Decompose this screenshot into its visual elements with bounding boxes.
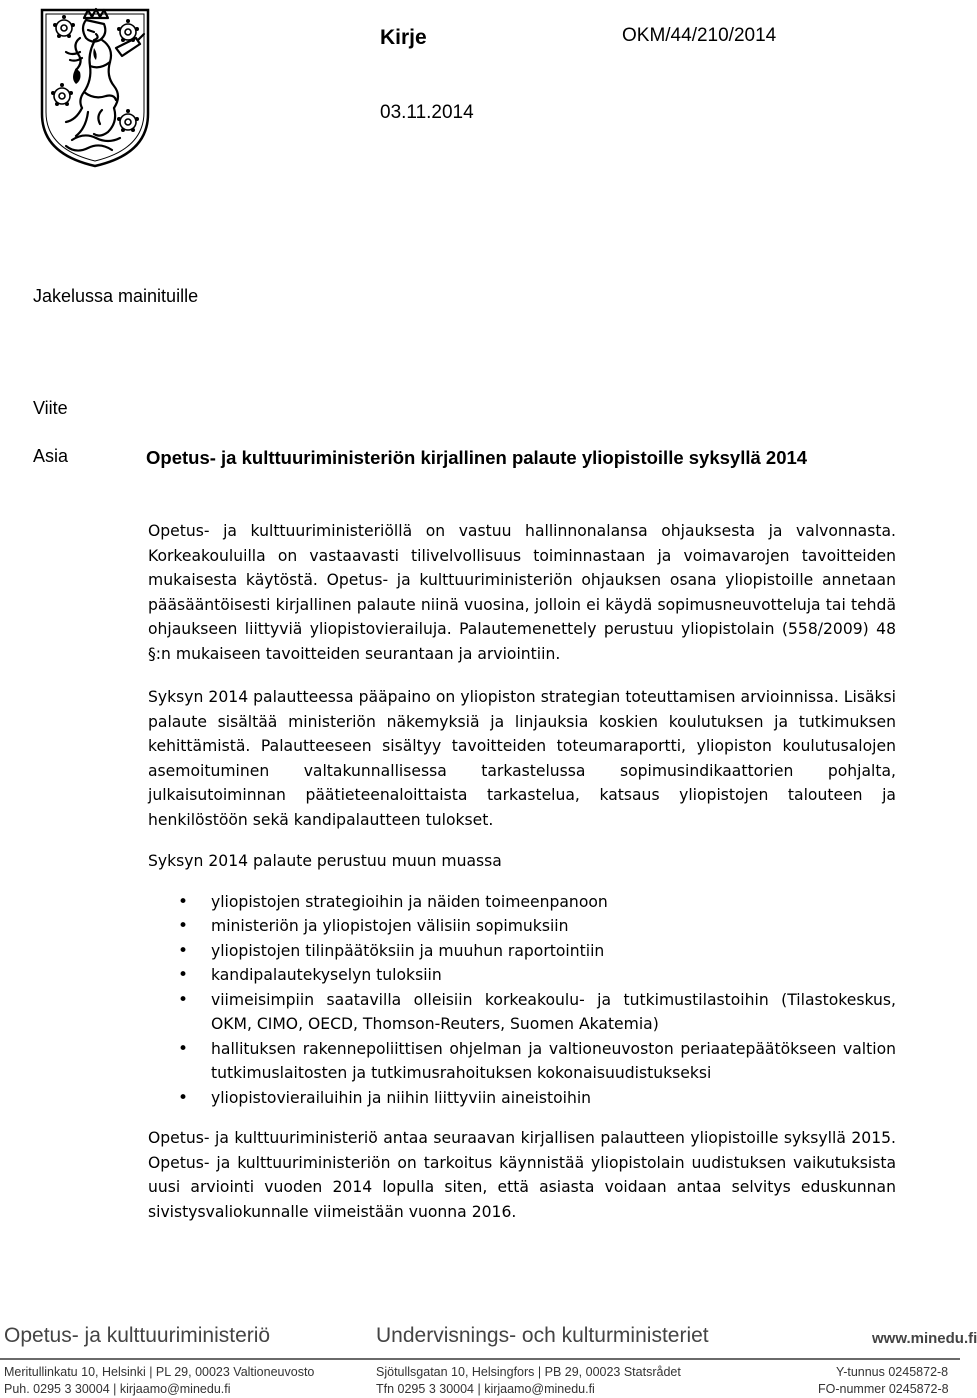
reference-label: Viite (33, 398, 68, 418)
contact-sv: Tfn 0295 3 30004 | kirjaamo@minedu.fi (376, 1382, 595, 1396)
contact-fi: Puh. 0295 3 30004 | kirjaamo@minedu.fi (4, 1382, 231, 1396)
list-item: • viimeisimpiin saatavilla olleisiin korkeakoulu- ja tutkimustilastoihin (Tilastokeskus, OKM, CIMO, OECD, Thomson-Reuters, Suomen Akatemia) (148, 988, 896, 1037)
ministry-name-fi: Opetus- ja kulttuuriministeriö (4, 1324, 271, 1347)
list-item: • yliopistovierailuihin ja niihin liittyviin aineistoihin (148, 1086, 896, 1111)
reference-number: OKM/44/210/2014 (622, 25, 777, 46)
list-item: • yliopistojen tilinpäätöksiin ja muuhun raportointiin (148, 939, 896, 964)
paragraph-4: Opetus- ja kulttuuriministeriö antaa seuraavan kirjallisen palautteen yliopistoille syksyllä 2015. Opetus- ja kulttuuriministeriön on tarkoitus käynnistää yliopistolain uudistuksen vaikutuksista uusi arviointi vuoden 2014 lopulla siten, että asiasta voidaan antaa selvitys eduskunnan sivistysvaliokunnalle viimeistään vuonna 2016. (148, 1129, 896, 1221)
coat-of-arms-logo (36, 4, 154, 170)
website-link[interactable]: www.minedu.fi (872, 1330, 977, 1347)
address-fi: Meritullinkatu 10, Helsinki | PL 29, 00023 Valtioneuvosto (4, 1365, 315, 1379)
subject-heading: Opetus- ja kulttuuriministeriön kirjallinen palaute yliopistoille syksyllä 2014 (146, 447, 808, 468)
document-type: Kirje (380, 26, 427, 49)
recipient: Jakelussa mainituille (33, 286, 199, 306)
list-item: • yliopistojen strategioihin ja näiden toimeenpanoon (148, 890, 896, 915)
document-date: 03.11.2014 (380, 102, 474, 123)
org-number: FO-nummer 0245872-8 (818, 1382, 949, 1396)
address-sv: Sjötullsgatan 10, Helsingfors | PB 29, 00023 Statsrådet (376, 1365, 681, 1379)
letter-footer (0, 1318, 977, 1398)
list-item: • kandipalautekyselyn tuloksiin (148, 963, 896, 988)
paragraph-3: Syksyn 2014 palaute perustuu muun muassa (148, 852, 502, 870)
ministry-name-sv: Undervisnings- och kulturministeriet (376, 1324, 709, 1347)
footer-divider (0, 1358, 960, 1360)
list-item: • hallituksen rakennepoliittisen ohjelman ja valtioneuvoston periaatepäätökseen valtion tutkimuslaitosten ja tutkimusrahoituksen kokonaisuudistukseksi (148, 1037, 896, 1086)
business-id: Y-tunnus 0245872-8 (836, 1365, 949, 1379)
subject-label: Asia (33, 446, 69, 466)
letter-body (148, 519, 896, 1224)
paragraph-2: Syksyn 2014 palautteessa pääpaino on yliopiston strategian toteuttamisen arvioinnissa. Lisäksi palaute sisältää ministeriön näkemyksiä ja linjauksia koskien koulutuksen ja tutkimuksen kehittämistä. Palautteeseen sisältyy tavoitteiden toteumaraportti, yliopiston koulutusalojen asemoituminen valtakunnallisessa tarkastelussa sopimusindikaattorien pohjalta, julkaisutoiminnan päätieteenaloittaista tarkastelua, katsaus yliopistojen talouteen ja henkilöstöön sekä kandipalautteen tulokset. (148, 688, 896, 829)
bullet-list (148, 890, 896, 1111)
paragraph-1: Opetus- ja kulttuuriministeriöllä on vastuu hallinnonalansa ohjauksesta ja valvonnasta. Korkeakouluilla on vastaavasti tilivelvollisuus toiminnastaan ja voimavarojen tavoitteiden mukaisesta käytöstä. Opetus- ja kulttuuriministeriön ohjauksen osana yliopistoille annetaan pääsääntöisesti kirjallinen palaute niinä vuosina, jolloin ei käydä sopimusneuvotteluja tai tehdä ohjaukseen liittyviä yliopistovierailuja. Palautemenettely perustuu yliopistolain (558/2009) 48 §:n mukaiseen tavoitteiden seurantaan ja arviointiin. (148, 522, 896, 663)
list-item: • ministeriön ja yliopistojen välisiin sopimuksiin (148, 914, 896, 939)
